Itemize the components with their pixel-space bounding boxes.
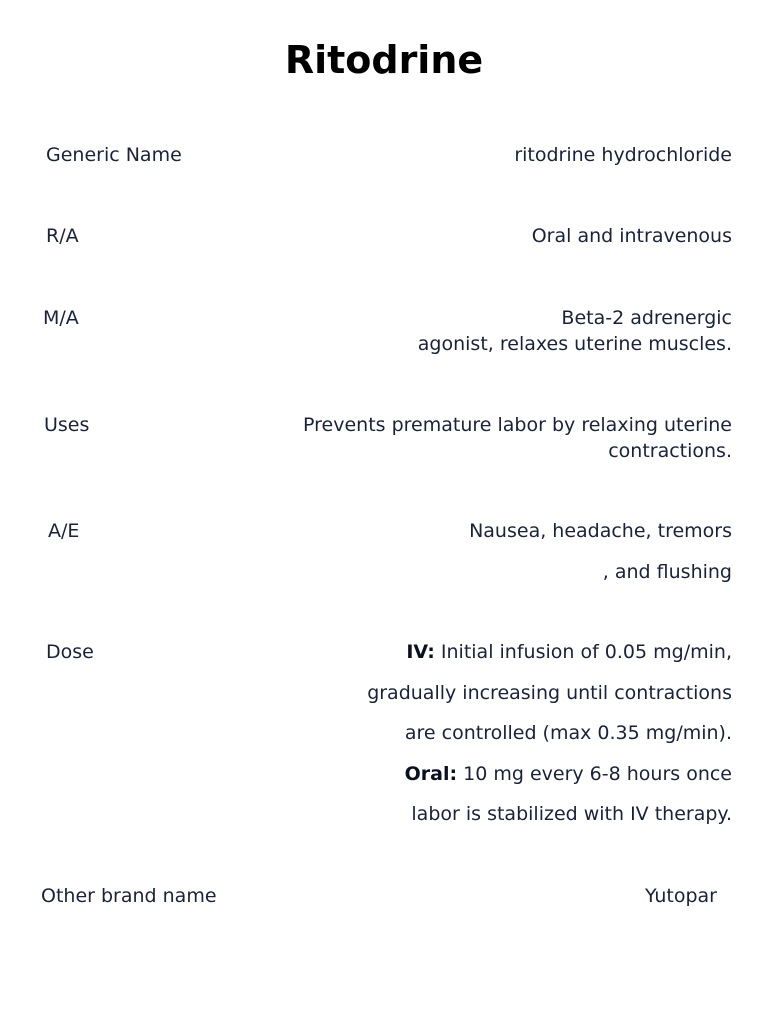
uses-value — [303, 412, 732, 464]
adverse-effects-line-2: , and flushing — [602, 560, 732, 583]
mechanism-value — [418, 305, 732, 357]
page-title: Ritodrine — [284, 38, 484, 82]
adverse-effects-label: A/E — [48, 520, 80, 542]
brand-name-line: Yutopar — [644, 885, 717, 907]
dose-oral-label: Oral: — [404, 762, 458, 785]
adverse-effects-line-1: Nausea, headache, tremors — [469, 520, 732, 542]
adverse-effects-value — [469, 511, 732, 592]
brand-name-label: Other brand name — [41, 885, 217, 907]
dose-oral-line-1 — [367, 754, 732, 795]
dose-label: Dose — [46, 641, 94, 663]
brand-name-value — [645, 883, 717, 909]
mechanism-line-1: Beta-2 adrenergic — [561, 307, 732, 329]
route-label: R/A — [46, 225, 79, 247]
dose-iv-line-2: gradually increasing until contractions — [367, 681, 732, 704]
dose-iv-text-1: Initial infusion of 0.05 mg/min, — [434, 641, 732, 663]
dose-oral-text-1: 10 mg every 6-8 hours once — [457, 762, 732, 785]
dose-value — [367, 632, 732, 835]
route-line: Oral and intravenous — [531, 225, 732, 247]
dose-iv-label: IV: — [406, 641, 435, 663]
dose-iv-line-1 — [367, 632, 732, 673]
uses-line-1: Prevents premature labor by relaxing uterine — [303, 414, 732, 436]
route-value — [532, 223, 732, 249]
dose-oral-line-2: labor is stabilized with IV therapy. — [411, 803, 732, 825]
generic-name-label: Generic Name — [46, 144, 182, 166]
mechanism-label: M/A — [43, 307, 79, 329]
uses-line-2: contractions. — [608, 440, 732, 462]
dose-iv-line-3: are controlled (max 0.35 mg/min). — [404, 722, 732, 744]
mechanism-line-2: agonist, relaxes uterine muscles. — [417, 333, 732, 355]
generic-name-line: ritodrine hydrochloride — [514, 144, 732, 166]
uses-label: Uses — [44, 414, 90, 436]
generic-name-value — [514, 142, 732, 168]
